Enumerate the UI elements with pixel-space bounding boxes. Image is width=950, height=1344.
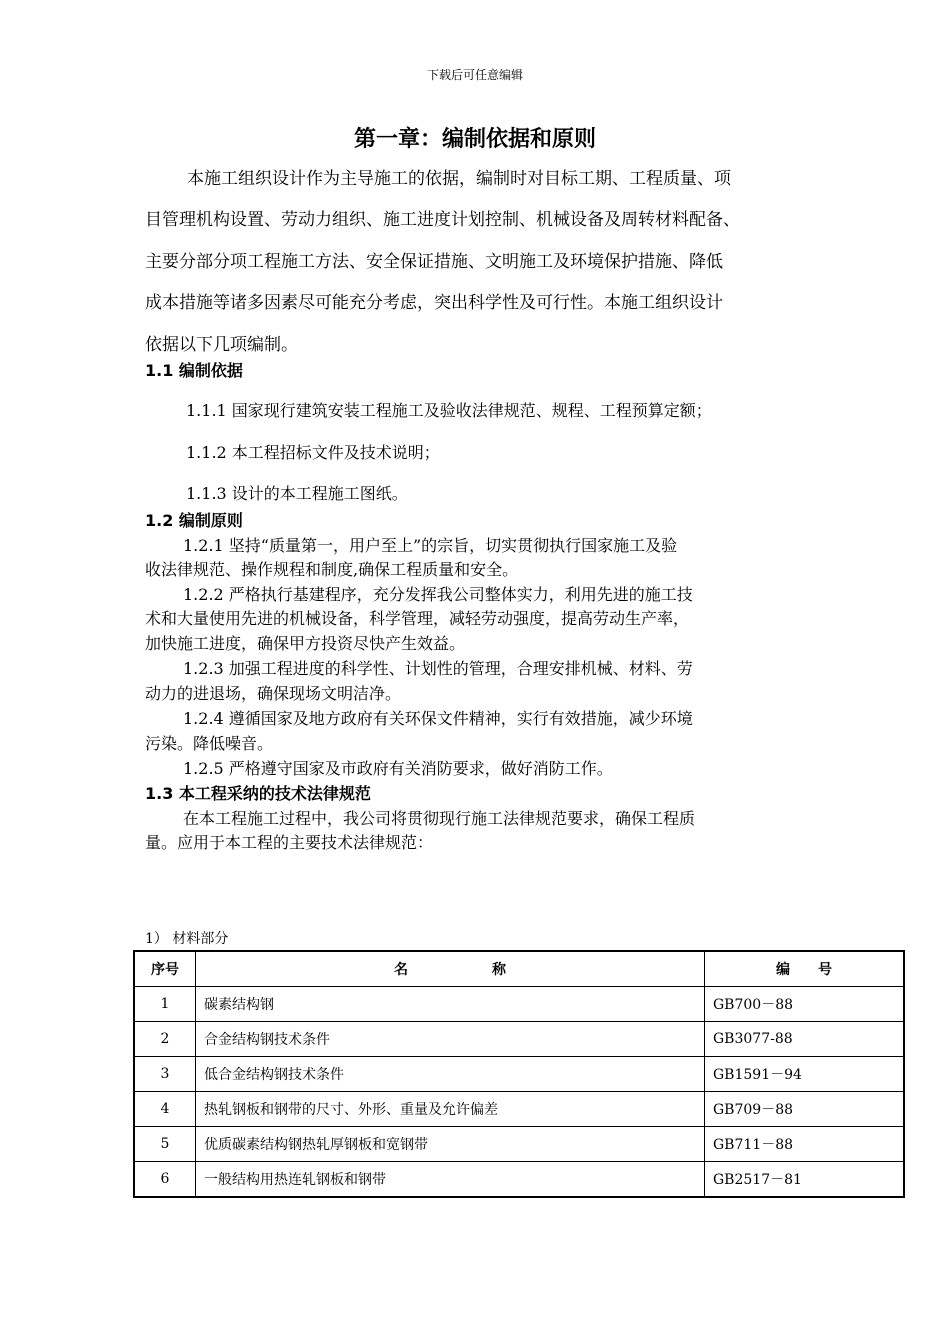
table-row xyxy=(134,1127,904,1162)
intro-line: 依据以下几项编制。 xyxy=(145,335,298,355)
cell-serial: 3 xyxy=(134,1057,196,1092)
cell-serial: 5 xyxy=(134,1127,196,1162)
cell-serial: 2 xyxy=(134,1022,196,1057)
chapter-title: 第一章：编制依据和原则 xyxy=(353,127,596,152)
cell-code: GB3077-88 xyxy=(705,1022,905,1057)
table-header-row xyxy=(134,951,904,987)
table-row xyxy=(134,1022,904,1057)
table-row xyxy=(134,987,904,1022)
section-heading-1-1: 1.1 编制依据 xyxy=(145,361,243,380)
cell-code: GB711－88 xyxy=(705,1127,905,1162)
paragraph-line: 加快施工进度，确保甲方投资尽快产生效益。 xyxy=(145,634,466,653)
list-item: 1.1.3 设计的本工程施工图纸。 xyxy=(186,484,408,503)
intro-line: 本施工组织设计作为主导施工的依据，编制时对目标工期、工程质量、项 xyxy=(187,169,731,189)
paragraph-line: 1.2.2 严格执行基建程序，充分发挥我公司整体实力，利用先进的施工技 xyxy=(183,585,693,604)
page-header: 下载后可任意编辑 xyxy=(426,68,523,82)
paragraph-line: 动力的进退场，确保现场文明洁净。 xyxy=(145,684,402,703)
cell-name: 热轧钢板和钢带的尺寸、外形、重量及允许偏差 xyxy=(196,1092,705,1127)
intro-line: 主要分部分项工程施工方法、安全保证措施、文明施工及环境保护措施、降低 xyxy=(145,252,723,272)
cell-name: 合金结构钢技术条件 xyxy=(196,1022,705,1057)
cell-code: GB709－88 xyxy=(705,1092,905,1127)
cell-name: 一般结构用热连轧钢板和钢带 xyxy=(196,1162,705,1198)
header-serial: 序号 xyxy=(134,951,196,987)
paragraph-line: 1.2.1 坚持“质量第一，用户至上”的宗旨，切实贯彻执行国家施工及验 xyxy=(183,536,678,555)
cell-code: GB700－88 xyxy=(705,987,905,1022)
paragraph-line: 1.2.4 遵循国家及地方政府有关环保文件精神，实行有效措施，减少环境 xyxy=(183,709,693,728)
cell-name: 碳素结构钢 xyxy=(196,987,705,1022)
paragraph-line: 在本工程施工过程中，我公司将贯彻现行施工法律规范要求，确保工程质 xyxy=(183,809,696,828)
cell-code: GB2517－81 xyxy=(705,1162,905,1198)
paragraph-line: 量。应用于本工程的主要技术法律规范： xyxy=(145,833,434,852)
paragraph-line: 污染。降低噪音。 xyxy=(145,734,274,753)
cell-name: 优质碳素结构钢热轧厚钢板和宽钢带 xyxy=(196,1127,705,1162)
intro-line: 目管理机构设置、劳动力组织、施工进度计划控制、机械设备及周转材料配备、 xyxy=(145,210,740,230)
cell-name: 低合金结构钢技术条件 xyxy=(196,1057,705,1092)
section-heading-1-2: 1.2 编制原则 xyxy=(145,511,243,530)
table-caption: 1） 材料部分 xyxy=(145,931,229,947)
list-item: 1.1.2 本工程招标文件及技术说明； xyxy=(186,443,440,462)
header-name: 名 称 xyxy=(196,951,705,987)
paragraph-line: 1.2.3 加强工程进度的科学性、计划性的管理，合理安排机械、材料、劳 xyxy=(183,659,693,678)
paragraph-line: 1.2.5 严格遵守国家及市政府有关消防要求，做好消防工作。 xyxy=(183,759,613,778)
list-item: 1.1.1 国家现行建筑安装工程施工及验收法律规范、规程、工程预算定额； xyxy=(186,401,712,420)
cell-serial: 4 xyxy=(134,1092,196,1127)
paragraph-line: 收法律规范、操作规程和制度,确保工程质量和安全。 xyxy=(145,560,519,579)
cell-serial: 1 xyxy=(134,987,196,1022)
table-row xyxy=(134,1092,904,1127)
table-row xyxy=(134,1162,904,1198)
table-row xyxy=(134,1057,904,1092)
intro-line: 成本措施等诸多因素尽可能充分考虑，突出科学性及可行性。本施工组织设计 xyxy=(145,293,723,313)
header-code: 编 号 xyxy=(705,951,905,987)
materials-table xyxy=(133,950,905,1198)
cell-serial: 6 xyxy=(134,1162,196,1198)
section-heading-1-3: 1.3 本工程采纳的技术法律规范 xyxy=(145,784,371,803)
paragraph-line: 术和大量使用先进的机械设备，科学管理，减轻劳动强度，提高劳动生产率， xyxy=(145,609,690,628)
cell-code: GB1591－94 xyxy=(705,1057,905,1092)
